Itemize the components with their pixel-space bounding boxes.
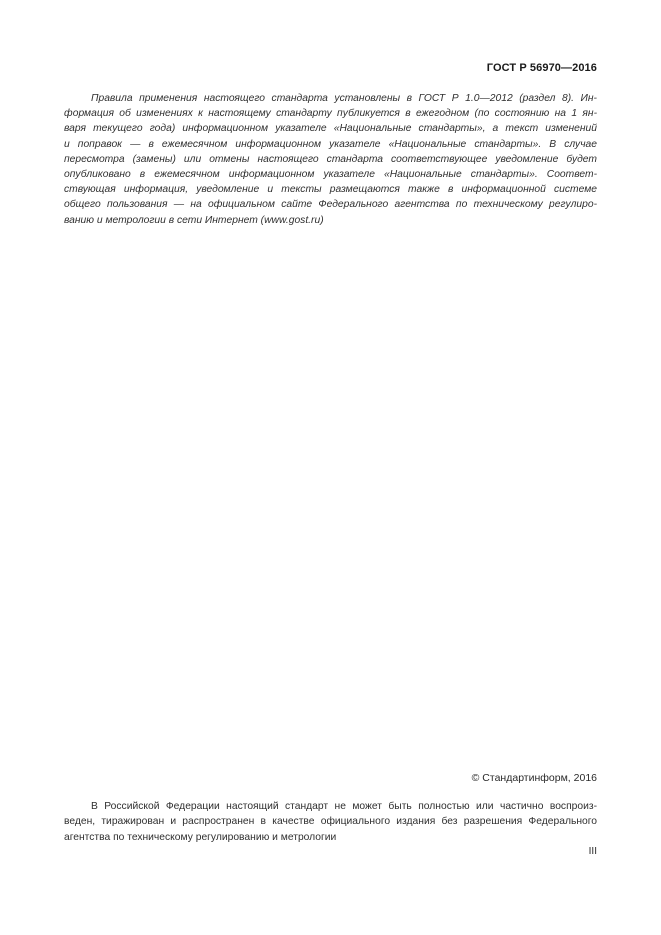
preface-line: пересмотра (замены) или отмены настоящего стандарта соответствующее уведомление будет [64,153,597,165]
preface-line: ванию и метрологии в сети Интернет (www.gost.ru) [64,214,324,226]
rights-line: веден, тиражирован и распространен в качестве официального издания без разрешения Федерального [64,816,597,828]
reproduction-rights-paragraph [64,799,597,845]
rights-line: В Российской Федерации настоящий стандарт не может быть полностью или частично воспроиз- [91,801,597,812]
copyright-notice: © Стандартинформ, 2016 [471,772,597,784]
preface-line: опубликовано в ежемесячном информационном указателе «Национальные стандарты». Соответ- [64,169,597,181]
standard-code-header: ГОСТ Р 56970—2016 [486,62,597,74]
rights-line: агентства по техническому регулированию и метрологии [64,831,337,843]
preface-line: ствующая информация, уведомление и тексты размещаются также в информационной системе [64,184,597,196]
preface-line: Правила применения настоящего стандарта установлены в ГОСТ Р 1.0—2012 (раздел 8). Ин- [91,93,597,104]
preface-line: и поправок — в ежемесячном информационном указателе «Национальные стандарты». В случае [64,138,597,150]
preface-line: формация об изменениях к настоящему стандарту публикуется в ежегодном (по состоянию на 1 ян- [64,108,597,120]
preface-paragraph [64,91,597,228]
page-number: III [588,846,597,857]
preface-line: варя текущего года) информационном указателе «Национальные стандарты», а текст изменений [64,123,597,135]
preface-line: общего пользования — на официальном сайте Федерального агентства по техническому регулиро- [64,199,597,211]
